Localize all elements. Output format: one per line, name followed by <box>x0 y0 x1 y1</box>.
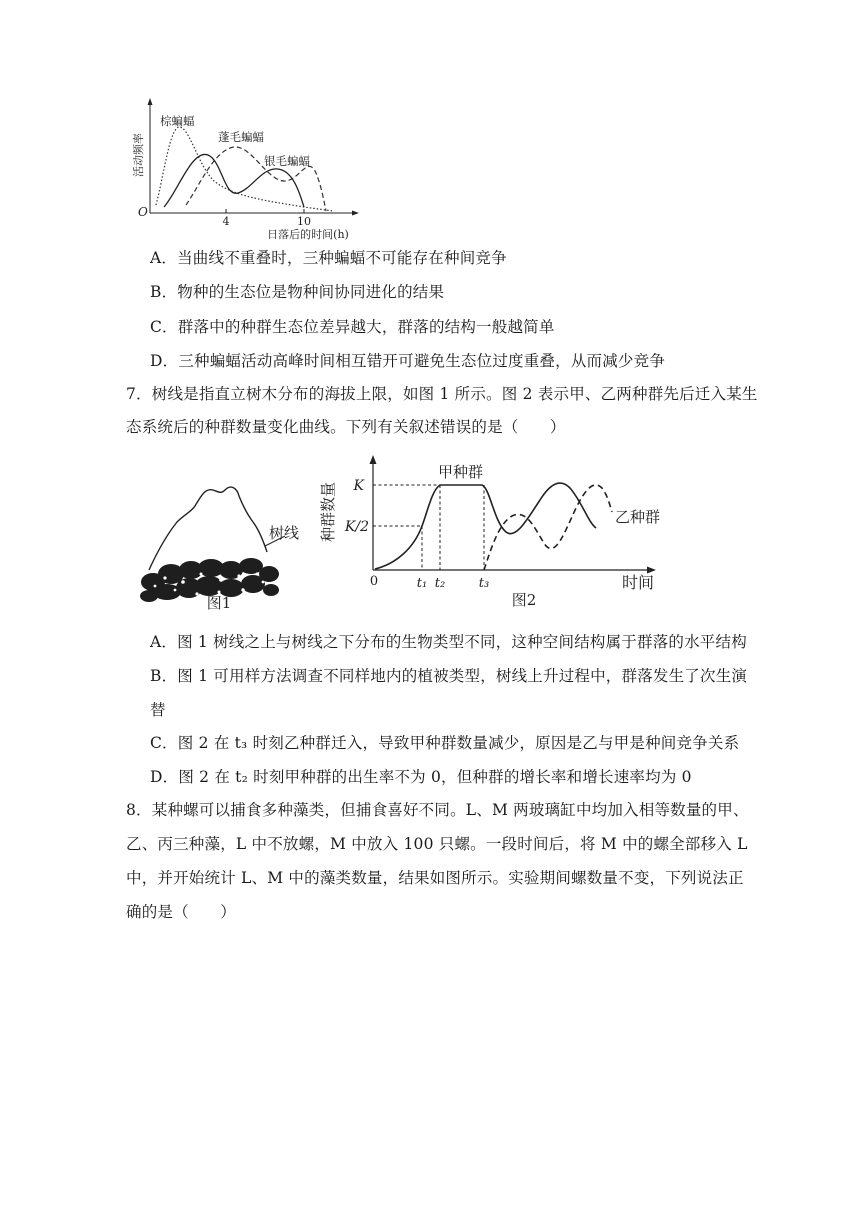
fig2-origin-label: 0 <box>369 574 379 589</box>
x-tick-10: 10 <box>297 215 311 228</box>
figure-1-tree-line <box>135 470 315 615</box>
q8-stem-line-1: 8．某种螺可以捕食多种藻类，但捕食喜好不同。L、M 两玻璃缸中均加入相等数量的甲、 <box>126 801 749 819</box>
q6-option-c: C．群落中的种群生态位差异越大，群落的结构一般越简单 <box>150 318 555 336</box>
q7-option-a: A．图 1 树线之上与树线之下分布的生物类型不同，这种空间结构属于群落的水平结构 <box>150 633 747 651</box>
q8-stem-line-4: 确的是（ ） <box>126 903 236 921</box>
figure-1-caption: 图1 <box>206 594 232 612</box>
tree-line-label: 树线 <box>269 524 300 542</box>
series-jia-label: 甲种群 <box>438 463 484 481</box>
figure-2-population-chart <box>318 452 660 612</box>
q7-stem-line-2: 态系统后的种群数量变化曲线。下列有关叙述错误的是（ ） <box>126 418 566 436</box>
q8-stem-line-2: 乙、丙三种藻，L 中不放螺，M 中放入 100 只螺。一段时间后，将 M 中的螺全部移入 L <box>126 835 748 853</box>
fig2-t3-label: t₃ <box>478 576 490 591</box>
fig2-k-half-label: K/2 <box>344 519 369 535</box>
series-label-hoary: 蓬毛蝙蝠 <box>218 130 264 144</box>
fig2-y-axis-label: 种群数量 <box>319 481 337 543</box>
figure-2-caption: 图2 <box>511 591 537 609</box>
q7-option-d: D．图 2 在 t₂ 时刻甲种群的出生率不为 0，但种群的增长率和增长速率均为 0 <box>150 768 692 786</box>
x-tick-4: 4 <box>222 215 230 228</box>
y-axis-label: 活动频率 <box>132 133 145 177</box>
q8-stem-line-3: 中，并开始统计 L、M 中的藻类数量，结果如图所示。实验期间螺数量不变，下列说法正 <box>126 869 744 887</box>
bat-activity-chart <box>128 95 368 245</box>
series-label-brown: 棕蝙蝠 <box>160 114 195 128</box>
series-yi <box>484 485 612 570</box>
q7-stem-line-1: 7．树线是指直立树木分布的海拔上限，如图 1 所示。图 2 表示甲、乙两种群先后迁入某生 <box>126 385 758 403</box>
fig2-x-axis-label: 时间 <box>622 573 655 592</box>
q7-option-b-line-2: 替 <box>150 701 166 719</box>
q7-option-c: C．图 2 在 t₃ 时刻乙种群迁入，导致甲种群数量减少，原因是乙与甲是种间竞争关系 <box>150 734 740 752</box>
q6-option-d: D．三种蝙蝠活动高峰时间相互错开可避免生态位过度重叠，从而减少竞争 <box>150 352 666 370</box>
x-axis-label: 日落后的时间(h) <box>267 228 349 241</box>
fig2-t1-label: t₁ <box>416 576 428 591</box>
origin-label: O <box>138 205 148 219</box>
q7-option-b-line-1: B．图 1 可用样方法调查不同样地内的植被类型，树线上升过程中，群落发生了次生演 <box>150 667 748 685</box>
q6-option-a: A．当曲线不重叠时，三种蝙蝠不可能存在种间竞争 <box>150 249 507 267</box>
series-yi-label: 乙种群 <box>615 508 660 526</box>
mountain-outline <box>149 487 267 570</box>
series-label-silver: 银毛蝙蝠 <box>264 154 310 168</box>
fig2-k-label: K <box>353 478 364 494</box>
q6-option-b: B．物种的生态位是物种间协同进化的结果 <box>150 283 445 301</box>
fig2-t2-label: t₂ <box>434 576 446 591</box>
